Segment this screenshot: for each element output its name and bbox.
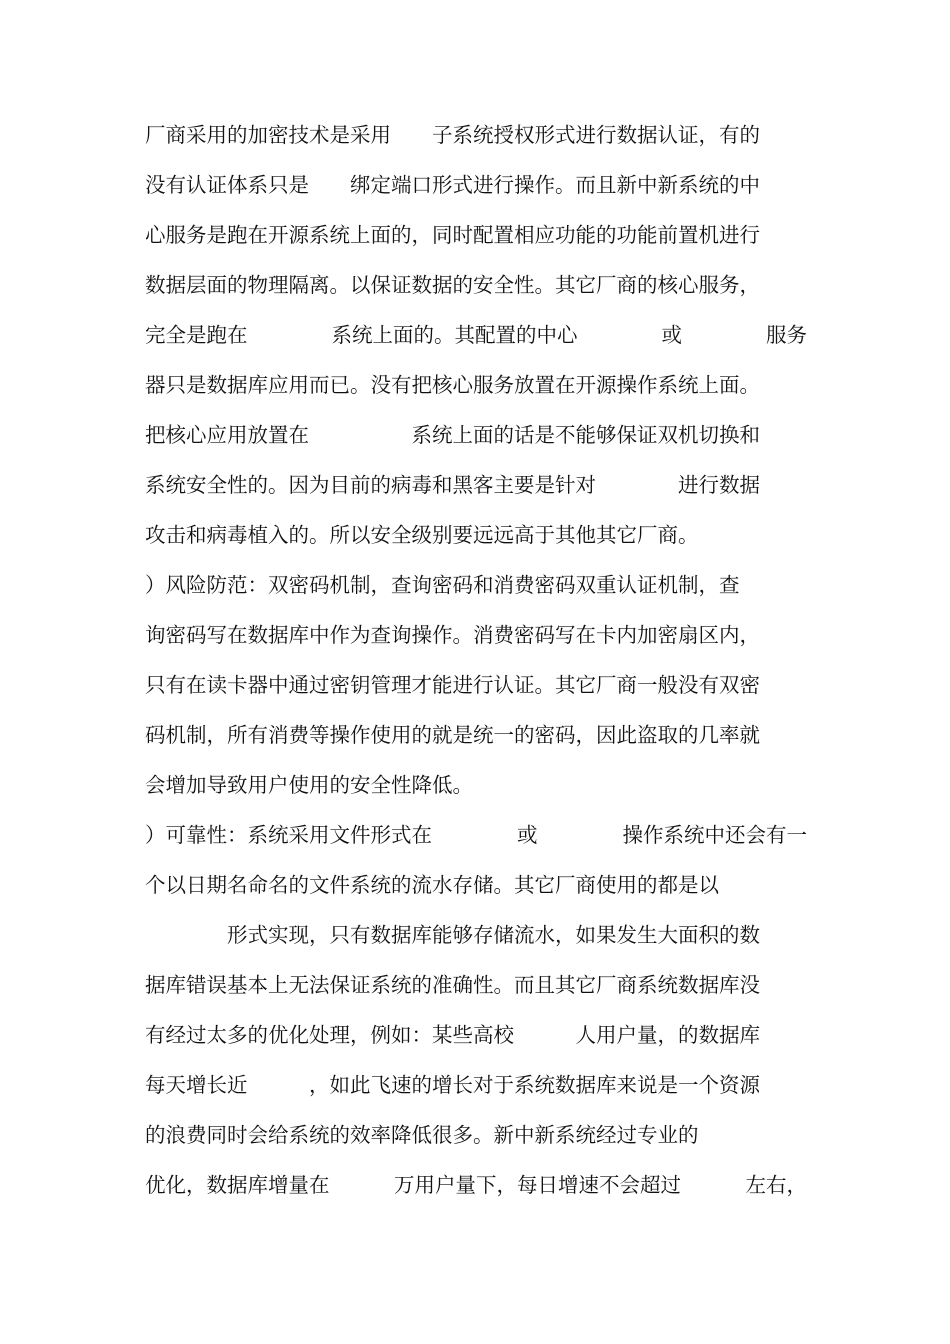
text-fragment: 系统上面的。其配置的中心 (331, 323, 578, 347)
text-line: 每天增长近 ，如此飞速的增长对于系统数据库来说是一个资源 (145, 1073, 760, 1097)
text-line: 系统安全性的。因为目前的病毒和黑客主要是针对 进行数据 (145, 473, 760, 497)
text-line: 心服务是跑在开源系统上面的，同时配置相应功能的功能前置机进行 (145, 223, 760, 247)
text-line: 没有认证体系只是 绑定端口形式进行操作。而且新中新系统的中 (145, 173, 760, 197)
text-fragment: 优化，数据库增量在 (145, 1173, 330, 1197)
text-line: 码机制，所有消费等操作使用的就是统一的密码，因此盗取的几率就 (145, 723, 760, 747)
text-line: 询密码写在数据库中作为查询操作。消费密码写在卡内加密扇区内， (145, 623, 760, 647)
text-line: 数据层面的物理隔离。以保证数据的安全性。其它厂商的核心服务， (145, 273, 760, 297)
text-line: 形式实现，只有数据库能够存储流水，如果发生大面积的数 (227, 923, 760, 947)
text-fragment: 或 (517, 823, 538, 847)
text-fragment: 服务 (766, 323, 807, 347)
text-line: 会增加导致用户使用的安全性降低。 (145, 773, 473, 797)
text-fragment: 完全是跑在 (145, 323, 248, 347)
text-line: 攻击和病毒植入的。所以安全级别要远远高于其他其它厂商。 (145, 523, 699, 547)
text-line: 只有在读卡器中通过密钥管理才能进行认证。其它厂商一般没有双密 (145, 673, 760, 697)
text-line: 的浪费同时会给系统的效率降低很多。新中新系统经过专业的 (145, 1123, 699, 1147)
text-line: 厂商采用的加密技术是采用 子系统授权形式进行数据认证，有的 (145, 123, 760, 147)
text-fragment: 操作系统中还会有一 (622, 823, 807, 847)
text-fragment: 左右， (745, 1173, 807, 1197)
text-line (145, 318, 807, 352)
text-line (145, 1168, 807, 1202)
text-line (145, 818, 807, 852)
text-line: 把核心应用放置在 系统上面的话是不能够保证双机切换和 (145, 423, 760, 447)
text-fragment: 或 (661, 323, 682, 347)
text-line: ）风险防范：双密码机制，查询密码和消费密码双重认证机制，查 (145, 573, 740, 597)
text-fragment: ）可靠性：系统采用文件形式在 (145, 823, 432, 847)
text-line: 有经过太多的优化处理，例如：某些高校 人用户量，的数据库 (145, 1023, 760, 1047)
text-fragment: 万用户量下，每日增速不会超过 (394, 1173, 681, 1197)
text-line: 个以日期名命名的文件系统的流水存储。其它厂商使用的都是以 (145, 873, 719, 897)
text-line: 据库错误基本上无法保证系统的准确性。而且其它厂商系统数据库没 (145, 973, 760, 997)
text-line: 器只是数据库应用而已。没有把核心服务放置在开源操作系统上面。 (145, 373, 760, 397)
